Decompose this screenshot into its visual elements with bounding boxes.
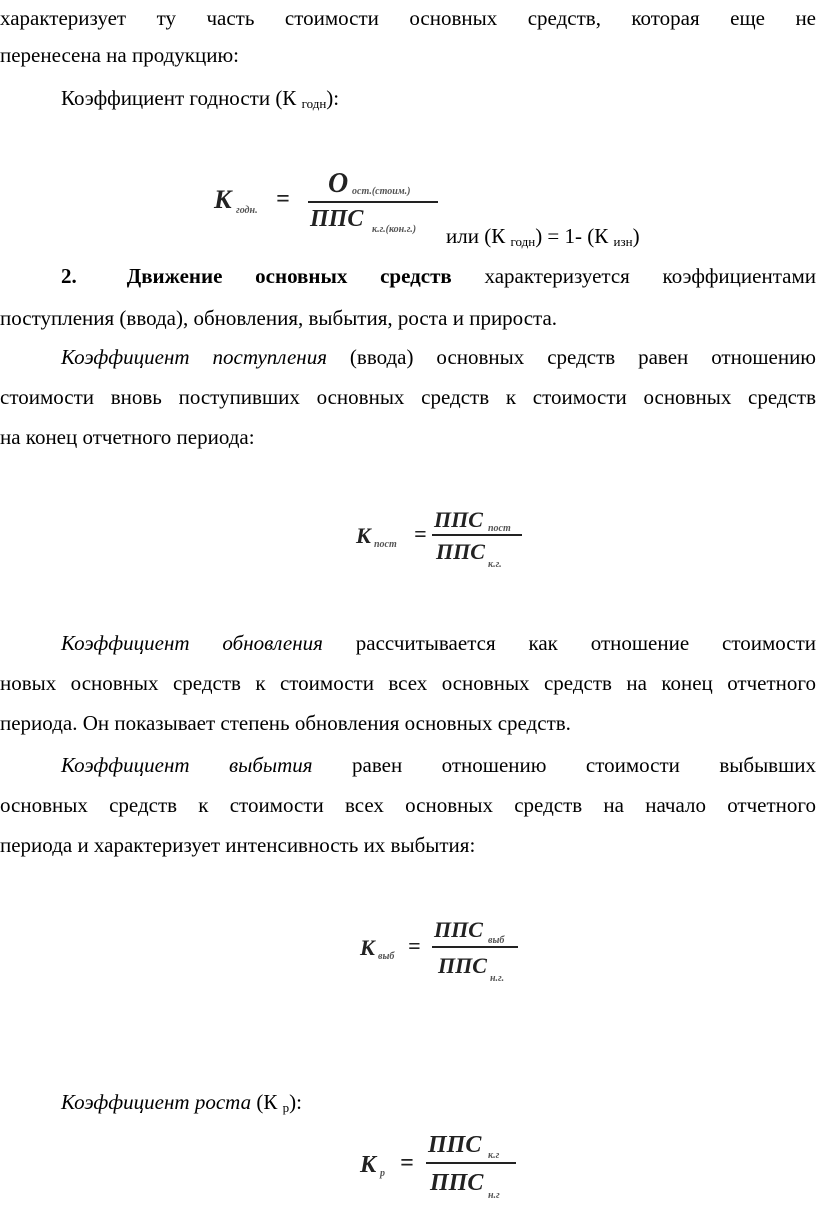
text: равен отношению стоимости выбывших [312,753,816,777]
formula-denominator-sub: н.г. [490,973,505,984]
term-italic: Коэффициент выбытия [61,753,313,777]
heading-rosta [61,1087,816,1123]
text-line-8: стоимости вновь поступивших основных средств к стоимости основных средств [0,385,816,409]
heading-godnosti [61,83,816,119]
formula-lhs-sub: пост [374,539,397,550]
paragraph-line [61,750,816,780]
formula-numerator: ППС [434,917,483,942]
formula-denominator: ППС [430,1170,484,1196]
formula-denominator: ППС [436,539,485,564]
paragraph-line [61,342,816,372]
formula-rosta [356,1128,526,1206]
text: или (К [446,224,511,248]
formula-denominator-sub: к.г.(кон.г.) [372,224,417,235]
text: характеризуется коэффициентами [451,264,816,288]
text: ): [326,86,340,110]
formula-numerator: О [328,168,349,199]
text-line-11: новых основных средств к стоимости всех основных средств на конец отчетного [0,671,816,695]
formula-numerator-sub: ост.(стоим.) [352,186,411,197]
section-heading-2 [61,261,816,291]
formula-godnosti [210,162,445,242]
formula-denominator: ППС [310,206,364,232]
formula-numerator-sub: к.г [488,1150,500,1161]
formula-lhs-sub: выб [378,951,395,962]
formula-alt-text [446,221,816,257]
text: ) [632,224,640,248]
subscript: р [282,1100,290,1115]
paragraph-line [0,422,816,452]
formula-lhs-sub: р [380,1168,385,1179]
formula-numerator-sub: выб [488,935,505,946]
text-line-9: на конец отчетного периода: [0,425,255,449]
text-line-12: периода. Он показывает степень обновления основных средств. [0,711,571,735]
text: Коэффициент годности (К [61,86,302,110]
formula-lhs-sub: годн. [236,205,258,216]
text: (К [251,1090,283,1114]
formula-vybytiya [356,915,526,987]
equals-sign: = [276,186,290,212]
text-line-15: периода и характеризует интенсивность их выбытия: [0,833,476,857]
section-number: 2. [61,264,77,288]
subscript: годн [510,234,536,249]
equals-sign: = [400,1150,414,1176]
formula-denominator-sub: н.г [488,1190,500,1201]
text-line-1: характеризует ту часть стоимости основных средств, которая еще не [0,6,816,30]
text-line-6: поступления (ввода), обновления, выбытия, роста и прироста. [0,306,558,330]
paragraph-line [0,40,816,70]
text: ) = 1- (К [535,224,614,248]
text-line-14: основных средств к стоимости всех основных средств на начало отчетного [0,793,816,817]
formula-denominator: ППС [438,953,487,978]
text: (ввода) основных средств равен отношению [326,345,816,369]
subscript: годн [301,96,327,111]
text-line-2: перенесена на продукцию: [0,43,239,67]
formula-denominator-sub: к.г. [488,559,502,570]
paragraph-line [0,303,816,333]
formula-lhs: К [360,935,375,960]
equals-sign: = [408,933,421,958]
formula-numerator: ППС [434,507,483,532]
term-italic: Коэффициент поступления [61,345,327,369]
paragraph-line [0,382,816,412]
formula-numerator-sub: пост [488,523,511,534]
paragraph-line [0,668,816,698]
paragraph-line [0,708,816,738]
paragraph-line [0,3,816,33]
formula-lhs: К [360,1152,377,1178]
equals-sign: = [414,521,427,546]
text: ): [289,1090,302,1114]
section-title: Движение основных средств [126,264,452,288]
paragraph-line [61,628,816,658]
subscript: изн [613,234,633,249]
formula-lhs: К [214,185,232,214]
paragraph-line [0,790,816,820]
term-italic: Коэффициент обновления [61,631,323,655]
formula-postupleniya [352,503,527,575]
formula-lhs: К [356,523,371,548]
formula-numerator: ППС [428,1132,482,1158]
paragraph-line [0,830,816,860]
text: рассчитывается как отношение стоимости [322,631,816,655]
term-italic: Коэффициент роста [61,1090,252,1114]
